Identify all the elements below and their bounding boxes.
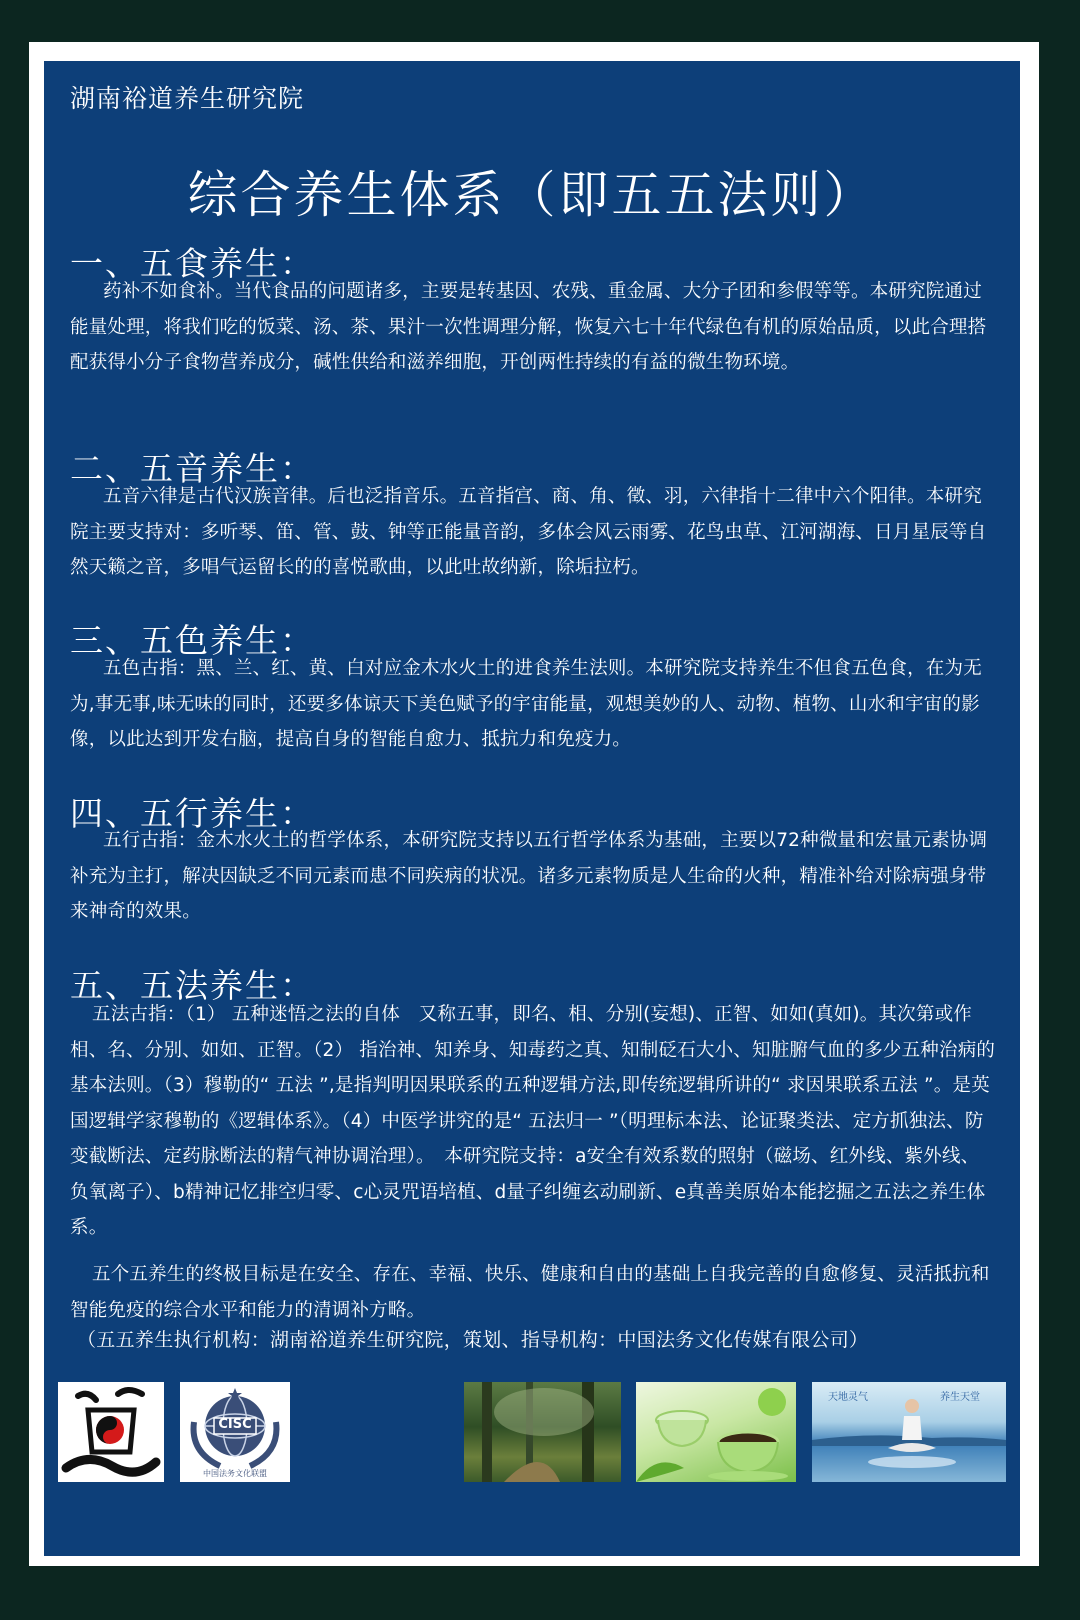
section-4-heading: 四、五行养生： <box>70 794 315 834</box>
org-name: 湖南裕道养生研究院 <box>70 84 305 113</box>
main-title: 综合养生体系（即五五法则） <box>187 165 877 224</box>
section-1-paragraph: 药补不如食补。当代食品的问题诸多，主要是转基因、农残、重金属、大分子团和参假等等。本研究院通过能量处理，将我们吃的饭菜、汤、茶、果汁一次性调理分解，恢复六七十年代绿色有机的原始品质，以此合理搭配获得小分子食物营养成分，碱性供给和滋养细胞，开创两性持续的有益的微生物环境。 <box>70 281 987 373</box>
tea-cups-icon <box>636 1382 796 1482</box>
lake-text-right: 养生天堂 <box>940 1392 980 1403</box>
section-4-paragraph: 五行古指：金木水火土的哲学体系，本研究院支持以五行哲学体系为基础，主要以72种微量和宏量元素协调补充为主打，解决因缺乏不同元素而患不同疾病的状况。诸多元素物质是人生命的火种，精准补给对除病强身带来神奇的效果。 <box>70 830 988 922</box>
calligraphy-logo-icon <box>58 1382 164 1482</box>
cisc-badge-logo <box>180 1382 290 1482</box>
section-1-heading: 一、五食养生： <box>70 244 315 284</box>
section-2-paragraph: 五音六律是古代汉族音律。后也泛指音乐。五音指宫、商、角、徵、羽，六律指十二律中六个阳律。本研究院主要支持对：多听琴、笛、管、鼓、钟等正能量音韵，多体会风云雨雾、花鸟虫草、江河湖海、日月星辰等自然天籁之音，多唱气运留长的的喜悦歌曲，以此吐故纳新，除垢拉朽。 <box>70 486 987 578</box>
footer-note: （五五养生执行机构：湖南裕道养生研究院，策划、指导机构：中国法务文化传媒有限公司） <box>77 1329 869 1351</box>
section-3-heading: 三、五色养生： <box>70 621 315 661</box>
calligraphy-logo <box>58 1382 164 1482</box>
section-5-paragraph-1: 五法古指：（1） 五种迷悟之法的自体 又称五事，即名、相、分别(妄想)、正智、如如(真如)。其次第或作相、名、分别、如如、正智。（2） 指治神、知养身、知毒药之真、知制砭石大小、知脏腑气血的多少五种治病的基本法则。（3）穆勒的“ 五法 ”,是指判明因果联系的五种逻辑方法,即传统逻辑所讲的“ 求因果联系五法 ”。是英国逻辑学家穆勒的《逻辑体系》。（4）中医学讲究的是“ 五法归一 ”（明理标本法、论证聚类法、定方抓独法、防变截断法、定药脉断法的精气神协调治理）。 本研究院支持：a安全有效系数的照射（磁场、红外线、紫外线、负氧离子）、b精神记忆排空归零、c心灵咒语培植、d量子纠缠玄动刷新、e真善美原始本能挖掘之五法之养生体系。 <box>70 1004 996 1238</box>
poster-board <box>44 61 1020 1556</box>
section-5-heading: 五、五法养生： <box>70 966 315 1006</box>
lake-text-left: 天地灵气 <box>828 1392 868 1403</box>
forest-photo-icon <box>464 1382 621 1482</box>
globe-badge-icon <box>180 1382 290 1482</box>
badge-caption: 中国法务文化联盟 <box>203 1469 267 1478</box>
section-3-paragraph: 五色古指：黑、兰、红、黄、白对应金木水火土的进食养生法则。本研究院支持养生不但食五色食，在为无为,事无事,味无味的同时，还要多体谅天下美色赋予的宇宙能量，观想美妙的人、动物、植物、山水和宇宙的影像，以此达到开发右脑，提高自身的智能自愈力、抵抗力和免疫力。 <box>70 658 982 750</box>
tea-photo <box>636 1382 796 1482</box>
yoga-lake-photo <box>812 1382 1006 1482</box>
section-2-heading: 二、五音养生： <box>70 449 315 489</box>
forest-photo <box>464 1382 621 1482</box>
section-5-paragraph-2: 五个五养生的终极目标是在安全、存在、幸福、快乐、健康和自由的基础上自我完善的自愈修复、灵活抵抗和智能免疫的综合水平和能力的清调补方略。 <box>70 1264 990 1321</box>
badge-text: CISC <box>218 1417 252 1432</box>
